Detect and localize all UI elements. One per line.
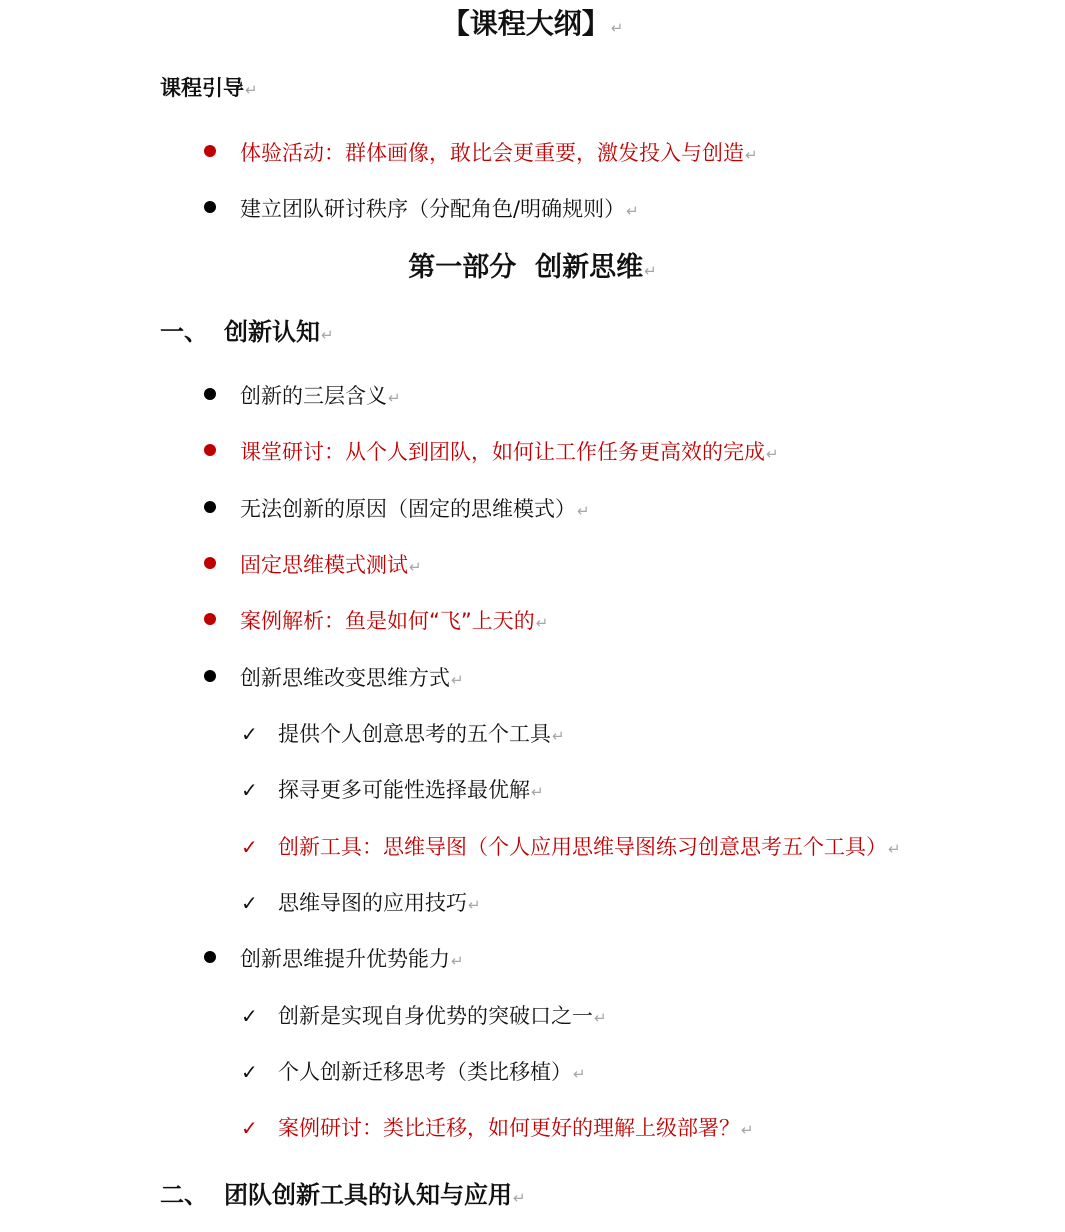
paragraph-mark-icon: ↵: [535, 614, 549, 632]
bullet-dot-icon: [204, 201, 216, 213]
paragraph-mark-icon: ↵: [741, 1121, 754, 1139]
bullet-dot-icon: [204, 501, 216, 513]
list-item: 无法创新的原因（固定的思维模式）↵: [204, 499, 590, 520]
bullet-dot-icon: [204, 613, 216, 625]
part1-title: 第一部分 创新思维↵: [408, 252, 657, 283]
intro-heading: 课程引导↵: [160, 76, 258, 100]
paragraph-mark-icon: ↵: [745, 146, 758, 164]
paragraph-mark-icon: ↵: [594, 1009, 607, 1027]
paragraph-mark-icon: ↵: [888, 840, 901, 858]
bullet-dot-icon: [204, 145, 216, 157]
sub-list-item: ✓ 案例研讨：类比迁移，如何更好的理解上级部署？↵: [241, 1116, 754, 1140]
sub-list-item: ✓ 创新是实现自身优势的突破口之一↵: [241, 1004, 607, 1028]
paragraph-mark-icon: ↵: [451, 671, 464, 689]
bullet-dot-icon: [204, 444, 216, 456]
paragraph-mark-icon: ↵: [409, 558, 422, 576]
list-item: 案例解析：鱼是如何“飞”上天的↵: [204, 611, 548, 632]
bullet-dot-icon: [204, 951, 216, 963]
bullet-dot-icon: [204, 557, 216, 569]
paragraph-mark-icon: ↵: [451, 952, 464, 970]
course-outline-title: 【课程大纲】↵: [441, 7, 624, 40]
sub-list-item: ✓ 创新工具：思维导图（个人应用思维导图练习创意思考五个工具）↵: [241, 835, 901, 859]
paragraph-mark-icon: ↵: [644, 262, 657, 280]
paragraph-mark-icon: ↵: [766, 445, 779, 463]
checkmark-icon: ✓: [241, 1116, 258, 1140]
checkmark-icon: ✓: [241, 1060, 258, 1084]
section2-heading: 二、 团队创新工具的认知与应用↵: [160, 1181, 526, 1209]
sub-list-item: ✓ 提供个人创意思考的五个工具↵: [241, 722, 565, 746]
checkmark-icon: ✓: [241, 891, 258, 915]
paragraph-mark-icon: ↵: [573, 1065, 586, 1083]
sub-list-item: ✓ 探寻更多可能性选择最优解↵: [241, 778, 544, 802]
paragraph-mark-icon: ↵: [321, 326, 334, 344]
list-item: 创新思维改变思维方式↵: [204, 668, 464, 689]
section1-heading: 一、 创新认知↵: [160, 318, 334, 346]
list-item: 创新的三层含义↵: [204, 386, 401, 407]
checkmark-icon: ✓: [241, 778, 258, 802]
list-item: 课堂研讨：从个人到团队，如何让工作任务更高效的完成↵: [204, 442, 779, 463]
bullet-dot-icon: [204, 388, 216, 400]
paragraph-mark-icon: ↵: [610, 19, 624, 37]
sub-list-item: ✓ 个人创新迁移思考（类比移植）↵: [241, 1060, 586, 1084]
paragraph-mark-icon: ↵: [552, 727, 565, 745]
bullet-dot-icon: [204, 670, 216, 682]
intro-item-activity: 体验活动：群体画像，敢比会更重要，激发投入与创造↵: [204, 143, 758, 164]
list-item: 创新思维提升优势能力↵: [204, 949, 464, 970]
paragraph-mark-icon: ↵: [626, 202, 639, 220]
checkmark-icon: ✓: [241, 835, 258, 859]
paragraph-mark-icon: ↵: [531, 783, 544, 801]
intro-item-order: 建立团队研讨秩序（分配角色/明确规则）↵: [204, 199, 639, 220]
paragraph-mark-icon: ↵: [468, 896, 481, 914]
paragraph-mark-icon: ↵: [388, 389, 401, 407]
checkmark-icon: ✓: [241, 1004, 258, 1028]
list-item: 固定思维模式测试↵: [204, 555, 422, 576]
paragraph-mark-icon: ↵: [513, 1189, 526, 1207]
sub-list-item: ✓ 思维导图的应用技巧↵: [241, 891, 481, 915]
checkmark-icon: ✓: [241, 722, 258, 746]
paragraph-mark-icon: ↵: [245, 81, 258, 99]
paragraph-mark-icon: ↵: [577, 502, 590, 520]
